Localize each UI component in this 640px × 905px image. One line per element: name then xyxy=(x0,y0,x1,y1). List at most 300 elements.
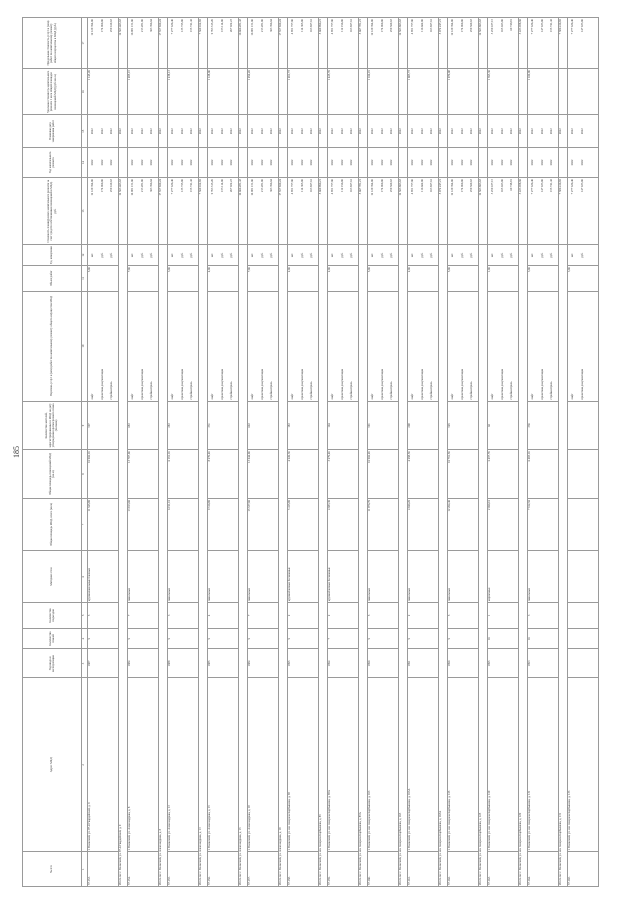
total-empty xyxy=(319,147,328,177)
total-cost: 5 072 247,21 xyxy=(439,178,448,245)
repair-year-cell-line: 2022 xyxy=(290,159,294,166)
end-date-cell-line: 2022 xyxy=(450,128,454,135)
cost-cell-line: 174 900,00 xyxy=(459,179,464,193)
address-cell: г. Волжский, ул. Александрова, д. 13 xyxy=(168,678,199,852)
table-row-partial xyxy=(568,18,599,887)
total-limit: 12 563 863,03 xyxy=(479,18,488,69)
repair-year-cell-line: 2022 xyxy=(130,159,134,166)
unit-cell-line: шт. xyxy=(210,253,214,258)
specific-cost-cell: 1 083,73 xyxy=(408,69,439,115)
repair-year-cell-line: 2022 xyxy=(469,159,473,166)
repair-year-cell-line: 2022 xyxy=(90,159,94,166)
total-row xyxy=(559,18,568,887)
limit-cost-cell-line: 16 981 151,60 xyxy=(250,19,254,36)
end-date-cell-line: 2022 xyxy=(90,128,94,135)
repair-year-cell-line: 2022 xyxy=(170,159,174,166)
end-date-cell-line: 2022 xyxy=(210,128,214,135)
specific-cost-cell: 1 166,19 xyxy=(368,69,399,115)
specific-cost-cell: 1 393,36 xyxy=(488,69,519,115)
works-cell-line: проектная документация xyxy=(299,368,304,400)
year-cell: 1993 xyxy=(528,649,559,678)
floors-cell: 9 xyxy=(288,628,319,649)
end-date-cell xyxy=(448,115,479,147)
repair-year-cell xyxy=(488,147,519,177)
works-cell-line: проектная документация xyxy=(459,368,464,400)
row-number: 57.159. xyxy=(328,852,359,887)
total-cost: 7 580 410,82 xyxy=(559,178,568,245)
limit-cost-cell-line: 116 662,00 xyxy=(419,19,424,32)
total-label: Итого по: г. Волжский, ул. Александрова, д. 15 xyxy=(239,245,248,887)
limit-cost-cell-line: 259 569,03 xyxy=(389,19,393,33)
repair-year-cell xyxy=(568,147,599,177)
unit-cell-line: шт. xyxy=(450,253,454,258)
column-header: Количество жителей, зарегистрированных в МКД на дату утверждения краткосрочного плана (человек) xyxy=(23,401,82,450)
total-limit: 5 067 781,21 xyxy=(359,18,368,69)
unit-cell xyxy=(248,245,279,266)
repair-year-cell-line: 2022 xyxy=(219,159,224,166)
end-date-cell-line: 2022 xyxy=(290,128,294,135)
cost-cell-line: 7 277 636,40 xyxy=(530,179,534,195)
cost-cell xyxy=(208,178,239,245)
limit-cost-cell-line: 207 652,23 xyxy=(229,19,233,33)
limit-cost-cell xyxy=(528,18,559,69)
entrances-cell: 5 xyxy=(368,603,399,628)
unit-cell-line: руб. xyxy=(499,252,504,258)
floors-cell: 9 xyxy=(448,628,479,649)
unit-cell-line: руб. xyxy=(419,252,424,258)
works-cell-line: лифт xyxy=(90,393,94,400)
works-cell-line: стройконтроль xyxy=(389,381,393,400)
works-cell-line: лифт xyxy=(290,393,294,400)
works-cell xyxy=(88,291,119,401)
limit-cost-cell-line: 7 277 636,40 xyxy=(170,19,174,35)
total-limit: 5 069 890,21 xyxy=(319,18,328,69)
total-limit: 12 563 463,03 xyxy=(119,18,128,69)
limit-cost-cell-line: 103 827,61 xyxy=(309,19,313,33)
table-row xyxy=(328,18,359,887)
limit-cost-cell xyxy=(328,18,359,69)
material-cell: крупноблочные бесшовные xyxy=(328,551,359,603)
repair-year-cell-line: 2022 xyxy=(530,159,534,166)
total-area-cell: 11 876,70 xyxy=(368,498,399,550)
column-header: Материал стен xyxy=(23,551,82,603)
limit-cost-cell-line: 259 169,03 xyxy=(109,19,113,33)
works-cell-line: лифт xyxy=(130,393,134,400)
premises-area-cell: 10 962,20 xyxy=(368,450,399,499)
column-header: Адрес МКД xyxy=(23,678,82,852)
premises-area-cell: 10 791,50 xyxy=(448,450,479,499)
end-date-cell-line: 2022 xyxy=(219,128,224,135)
total-label: Итого по: г. Волжский, ул. им. генерала Карбышева, д. 129 xyxy=(519,245,528,887)
address-cell: г. Волжский, ул. им. генерала Карбышева, д. 129 xyxy=(488,678,519,852)
end-date-cell-line: 2022 xyxy=(259,128,264,135)
repair-year-cell-line: 2022 xyxy=(570,159,574,166)
specific-cost-cell: 1 128,00 xyxy=(208,69,239,115)
total-area-cell: 13 813,00 xyxy=(128,498,159,550)
entrances-cell: 3 xyxy=(528,603,559,628)
unit-cell-line: руб. xyxy=(229,252,233,258)
unit-cell-line: шт. xyxy=(90,253,94,258)
total-empty xyxy=(239,147,248,177)
volume-cell: 3,00 xyxy=(168,266,199,291)
repair-year-cell xyxy=(368,147,399,177)
works-cell xyxy=(248,291,279,401)
total-date: 2022 xyxy=(199,115,208,147)
end-date-cell xyxy=(488,115,519,147)
year-cell: 1987 xyxy=(88,649,119,678)
unit-cell xyxy=(488,245,519,266)
limit-cost-cell-line: 7 277 636,40 xyxy=(570,19,574,35)
repair-year-cell-line: 2022 xyxy=(450,159,454,166)
total-cost: 12 563 863,03 xyxy=(479,178,488,245)
unit-cell-line: руб. xyxy=(179,252,184,258)
year-cell: 1984 xyxy=(248,649,279,678)
cost-cell-line: 69 748,81 xyxy=(509,179,513,191)
column-number: 8 xyxy=(82,450,88,499)
repair-year-cell xyxy=(328,147,359,177)
row-number: 57.162. xyxy=(448,852,479,887)
limit-cost-cell-line: 4 851 757,60 xyxy=(410,19,414,35)
volume-cell: 5,00 xyxy=(448,266,479,291)
total-date: 2022 xyxy=(519,115,528,147)
repair-year-cell-line: 2022 xyxy=(309,159,313,166)
end-date-cell-line: 2022 xyxy=(530,128,534,135)
cost-cell-line: 4 851 757,60 xyxy=(290,179,294,195)
empty-cell xyxy=(568,401,599,450)
unit-cell-line: руб. xyxy=(379,252,384,258)
floors-cell: 9 xyxy=(368,628,399,649)
end-date-cell-line: 2022 xyxy=(509,128,513,135)
unit-cell xyxy=(368,245,399,266)
total-area-cell: 9 510,80 xyxy=(208,498,239,550)
cost-cell-line: 9 703 515,20 xyxy=(210,179,214,195)
address-cell: г. Волжский, ул. им. генерала Карбышева, д. 125 xyxy=(448,678,479,852)
cost-cell-line: 135 725,00 xyxy=(179,179,184,193)
column-header: Предельная стоимость услуг и (или) работ по капитальному ремонту общего имущества в МКД (руб.) xyxy=(23,18,82,69)
material-cell: крупноблочные бесшовные xyxy=(288,551,319,603)
works-cell-line: проектная документация xyxy=(499,368,504,400)
column-header: № п/п xyxy=(23,852,82,887)
unit-cell xyxy=(288,245,319,266)
residents-cell: 507 xyxy=(88,401,119,450)
works-cell-line: стройконтроль xyxy=(549,381,553,400)
address-cell: г. Волжский, ул. им. генерала Карбышева, д. 131 xyxy=(528,678,559,852)
limit-cost-cell xyxy=(568,18,599,69)
end-date-cell-line: 2022 xyxy=(339,128,344,135)
material-cell: кирпичные xyxy=(488,551,519,603)
limit-cost-cell-line: 213 281,00 xyxy=(139,19,144,33)
cost-cell xyxy=(128,178,159,245)
unit-cell-line: руб. xyxy=(469,252,473,258)
works-cell xyxy=(448,291,479,401)
unit-cell-line: шт. xyxy=(290,253,294,258)
works-cell-line: проектная документация xyxy=(179,368,184,400)
entrances-cell: 7 xyxy=(128,603,159,628)
specific-cost-cell: 1 238,13 xyxy=(168,69,199,115)
cost-cell-line: 12 129 394,00 xyxy=(450,179,454,196)
end-date-cell-line: 2022 xyxy=(549,128,553,135)
works-cell-line: стройконтроль xyxy=(189,381,193,400)
repair-year-cell-line: 2022 xyxy=(250,159,254,166)
end-date-cell-line: 2022 xyxy=(139,128,144,135)
works-cell-line: проектная документация xyxy=(339,368,344,400)
residents-cell: 62 xyxy=(488,401,519,450)
works-cell xyxy=(488,291,519,401)
column-header: Ед. измерения xyxy=(23,245,82,266)
table-row xyxy=(248,18,279,887)
volume-cell: 4,00 xyxy=(208,266,239,291)
works-cell xyxy=(568,291,599,401)
end-date-cell-line: 2022 xyxy=(579,128,584,135)
table-row xyxy=(88,18,119,887)
cost-cell-line: 12 129 394,00 xyxy=(90,179,94,196)
total-date: 2022 xyxy=(439,115,448,147)
total-area-cell: 6 191,10 xyxy=(168,498,199,550)
row-number: 57.158. xyxy=(288,852,319,887)
unit-cell xyxy=(568,245,599,266)
cost-cell xyxy=(528,178,559,245)
limit-cost-cell-line: 103 827,61 xyxy=(349,19,353,33)
total-area-cell: 5 415,80 xyxy=(288,498,319,550)
year-cell: 1984 xyxy=(128,649,159,678)
unit-cell xyxy=(528,245,559,266)
end-date-cell xyxy=(248,115,279,147)
row-number: 57.160. xyxy=(368,852,399,887)
works-cell xyxy=(328,291,359,401)
column-header: Количество этажей xyxy=(23,628,82,649)
total-limit: 5 072 247,21 xyxy=(439,18,448,69)
row-number: 57.161. xyxy=(408,852,439,887)
repair-year-cell-line: 2022 xyxy=(419,159,424,166)
total-empty xyxy=(559,69,568,115)
material-cell: панельные xyxy=(248,551,279,603)
end-date-cell xyxy=(528,115,559,147)
column-number: 13 xyxy=(82,178,88,245)
column-number: 11 xyxy=(82,266,88,291)
empty-cell xyxy=(568,498,599,550)
repair-year-cell-line: 2022 xyxy=(229,159,233,166)
unit-cell-line: руб. xyxy=(549,252,553,258)
cost-cell-line: 174 900,00 xyxy=(99,179,104,193)
end-date-cell xyxy=(208,115,239,147)
limit-cost-cell-line: 4 851 757,60 xyxy=(330,19,334,35)
repair-year-cell-line: 2022 xyxy=(139,159,144,166)
table-row xyxy=(448,18,479,887)
end-date-cell-line: 2022 xyxy=(469,128,473,135)
total-label: Итого по: г. Волжский, ул. Александрова, д. 8 xyxy=(159,245,168,887)
cost-cell-line: 3 259 187,15 xyxy=(490,179,494,195)
premises-area-cell: 4 298,50 xyxy=(408,450,439,499)
page-number: 185 xyxy=(12,446,21,458)
end-date-cell-line: 2022 xyxy=(109,128,113,135)
unit-cell-line: руб. xyxy=(299,252,304,258)
limit-cost-cell-line: 9 703 515,20 xyxy=(210,19,214,35)
empty-cell xyxy=(568,603,599,628)
end-date-cell-line: 2022 xyxy=(130,128,134,135)
entrances-cell: 4 xyxy=(208,603,239,628)
specific-cost-cell: 1 201,73 xyxy=(288,69,319,115)
premises-area-cell: 8 270,40 xyxy=(208,450,239,499)
residents-cell: 283 xyxy=(168,401,199,450)
end-date-cell-line: 2022 xyxy=(269,128,273,135)
limit-cost-cell-line: 155 741,42 xyxy=(189,19,193,33)
cost-cell-line: 7 277 636,40 xyxy=(170,179,174,195)
year-cell: 1995 xyxy=(488,649,519,678)
total-date: 2022 xyxy=(359,115,368,147)
works-cell xyxy=(368,291,399,401)
works-cell-line: лифт xyxy=(570,393,574,400)
unit-cell-line: руб. xyxy=(189,252,193,258)
works-cell-line: лифт xyxy=(370,393,374,400)
works-cell-line: лифт xyxy=(490,393,494,400)
end-date-cell-line: 2022 xyxy=(170,128,174,135)
unit-cell-line: шт. xyxy=(410,253,414,258)
column-number: 12 xyxy=(82,245,88,266)
column-header: Плановая дата завершения работ xyxy=(23,115,82,147)
premises-area-cell: 3 279,40 xyxy=(328,450,359,499)
residents-cell: 529 xyxy=(448,401,479,450)
cost-cell xyxy=(368,178,399,245)
repair-year-cell-line: 2022 xyxy=(109,159,113,166)
material-cell: панельные xyxy=(408,551,439,603)
total-limit: 7 580 410,82 xyxy=(559,18,568,69)
column-number: 15 xyxy=(82,115,88,147)
limit-cost-cell-line: 4 851 757,60 xyxy=(290,19,294,35)
repair-year-cell-line: 2022 xyxy=(539,159,544,166)
empty-cell xyxy=(568,450,599,499)
specific-cost-cell: 1 169,90 xyxy=(528,69,559,115)
floors-cell: 9 xyxy=(168,628,199,649)
total-label: Итого по: г. Волжский, ул. им. генерала Карбышева, д. 103А xyxy=(439,245,448,887)
limit-cost-cell xyxy=(288,18,319,69)
entrances-cell: 2 xyxy=(288,603,319,628)
year-cell: 1995 xyxy=(288,649,319,678)
cost-cell-line: 103 827,61 xyxy=(349,179,353,193)
column-header: Стоимость планируемого капитального ремонта за счет средств собственников помещений в МКД, руб. xyxy=(23,178,82,245)
total-empty xyxy=(199,147,208,177)
works-cell-line: стройконтроль xyxy=(269,381,273,400)
limit-cost-cell xyxy=(128,18,159,69)
premises-area-cell: 4 226,30 xyxy=(288,450,319,499)
residents-cell: 683 xyxy=(128,401,159,450)
volume-cell: 7,00 xyxy=(248,266,279,291)
entrances-cell: 7 xyxy=(248,603,279,628)
address-cell: г. Волжский, ул. им. генерала Карбышева, д. 133 xyxy=(568,678,599,852)
cost-cell-line: 213 281,00 xyxy=(259,179,264,193)
repair-year-cell-line: 2022 xyxy=(99,159,104,166)
volume-cell: 7,00 xyxy=(128,266,159,291)
floors-cell: 9 xyxy=(248,628,279,649)
limit-cost-cell xyxy=(368,18,399,69)
limit-cost-cell-line: 363 396,64 xyxy=(149,19,153,33)
empty-cell xyxy=(568,628,599,649)
year-cell: 1988 xyxy=(168,649,199,678)
material-cell: панельные xyxy=(448,551,479,603)
end-date-cell-line: 2022 xyxy=(299,128,304,135)
total-empty xyxy=(359,147,368,177)
row-number: 57.156. xyxy=(208,852,239,887)
table-row xyxy=(168,18,199,887)
total-cost: 10 066 281,43 xyxy=(239,178,248,245)
cost-cell-line: 112 196,00 xyxy=(339,179,344,192)
specific-cost-cell: 1 425,76 xyxy=(328,69,359,115)
end-date-cell-line: 2022 xyxy=(250,128,254,135)
limit-cost-cell xyxy=(88,18,119,69)
volume-cell: 5,00 xyxy=(88,266,119,291)
works-cell xyxy=(408,291,439,401)
cost-cell-line: 4 851 757,60 xyxy=(330,179,334,195)
premises-area-cell: 10 962,10 xyxy=(88,450,119,499)
repair-year-cell-line: 2022 xyxy=(179,159,184,166)
total-empty xyxy=(559,147,568,177)
works-cell-line: стройконтроль xyxy=(469,381,473,400)
table-row xyxy=(368,18,399,887)
cost-cell-line: 207 652,23 xyxy=(229,179,233,193)
end-date-cell xyxy=(328,115,359,147)
total-label: Итого по: г. Волжский, ул. им. генерала Карбышева, д. 131 xyxy=(559,245,568,887)
unit-cell-line: руб. xyxy=(539,252,544,258)
repair-year-cell xyxy=(288,147,319,177)
table-row xyxy=(128,18,159,887)
works-cell-line: проектная документация xyxy=(579,368,584,400)
limit-cost-cell-line: 103 827,61 xyxy=(429,19,433,33)
end-date-cell-line: 2022 xyxy=(459,128,464,135)
unit-cell-line: руб. xyxy=(269,252,273,258)
end-date-cell xyxy=(288,115,319,147)
row-number: 57.153. xyxy=(88,852,119,887)
total-label: Итого по: г. Волжский, ул. им. генерала Карбышева, д. 85 xyxy=(319,245,328,887)
table-row xyxy=(208,18,239,887)
works-cell-line: стройконтроль xyxy=(429,381,433,400)
entrances-cell: 2 xyxy=(408,603,439,628)
unit-cell-line: руб. xyxy=(139,252,144,258)
year-cell: 1985 xyxy=(208,649,239,678)
repair-year-cell-line: 2022 xyxy=(509,159,513,166)
cost-cell-line: 16 981 151,60 xyxy=(130,179,134,196)
total-limit: 7 569 102,82 xyxy=(199,18,208,69)
total-empty xyxy=(439,147,448,177)
unit-cell-line: руб. xyxy=(309,252,313,258)
limit-cost-cell xyxy=(488,18,519,69)
year-cell: 1990 xyxy=(448,649,479,678)
end-date-cell-line: 2022 xyxy=(309,128,313,135)
cost-cell xyxy=(168,178,199,245)
end-date-cell-line: 2022 xyxy=(419,128,424,135)
floors-cell: 9 xyxy=(208,628,239,649)
total-limit: 10 066 281,43 xyxy=(239,18,248,69)
works-cell xyxy=(288,291,319,401)
address-cell: г. Волжский, ул. Александрова, д. 18 xyxy=(248,678,279,852)
cost-cell-line: 147 033,00 xyxy=(579,179,584,193)
works-cell-line: стройконтроль xyxy=(109,381,113,400)
repair-year-cell xyxy=(448,147,479,177)
floors-cell: 9 xyxy=(88,628,119,649)
row-number: 57.164. xyxy=(528,852,559,887)
repair-year-cell-line: 2022 xyxy=(349,159,353,166)
unit-cell xyxy=(208,245,239,266)
volume-cell: 5,00 xyxy=(368,266,399,291)
row-number: 57.157. xyxy=(248,852,279,887)
cost-cell xyxy=(488,178,519,245)
limit-cost-cell-line: 147 033,00 xyxy=(579,19,584,33)
year-cell: 1991 xyxy=(408,649,439,678)
entrances-cell: 2 xyxy=(328,603,359,628)
column-number: 6 xyxy=(82,551,88,603)
residents-cell: 208 xyxy=(408,401,439,450)
works-cell-line: стройконтроль xyxy=(349,381,353,400)
material-cell: панельные xyxy=(528,551,559,603)
repair-year-cell xyxy=(168,147,199,177)
